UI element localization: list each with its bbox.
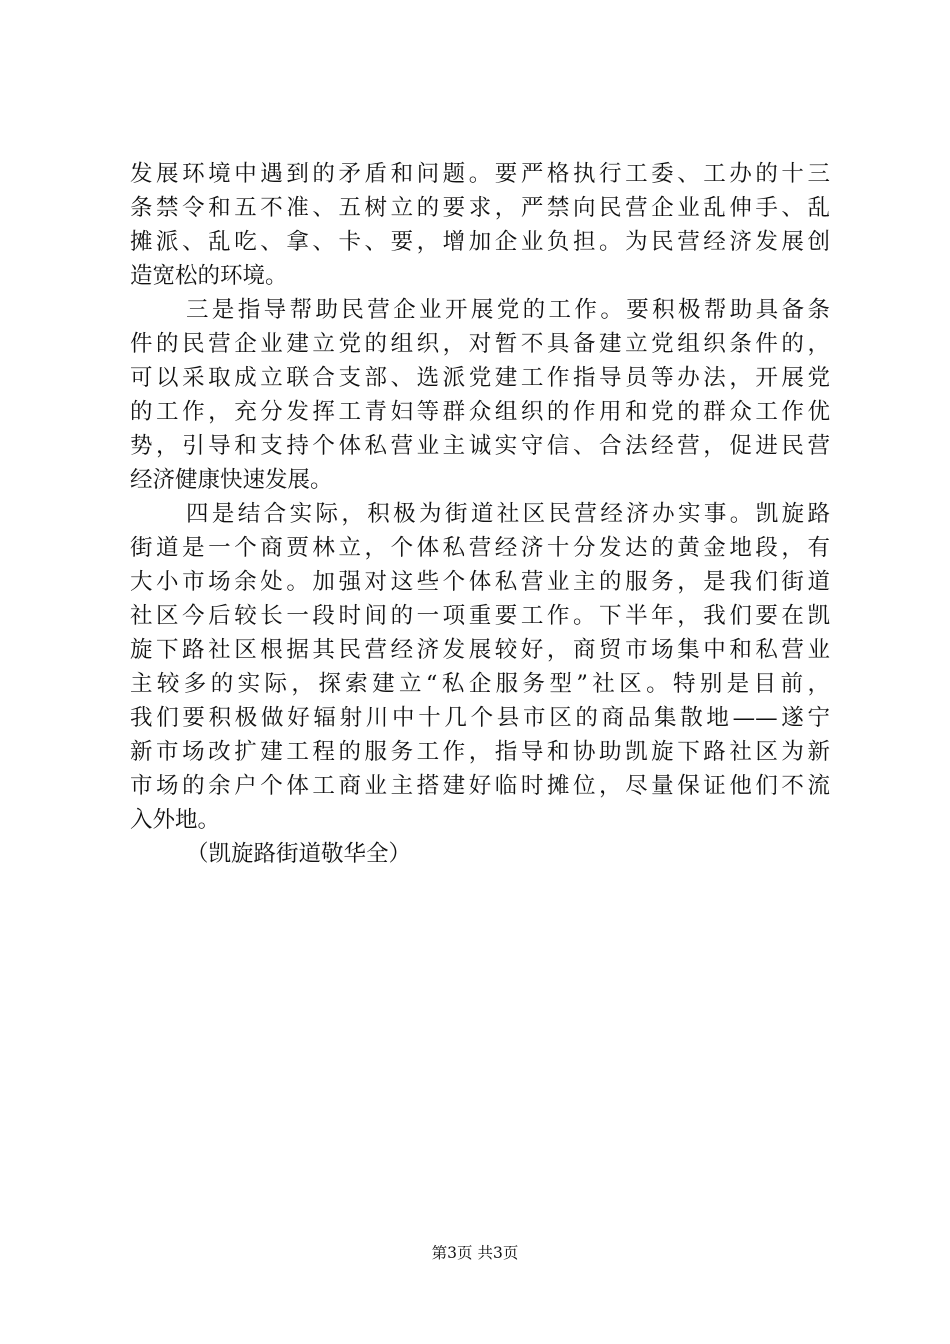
text-line: 社区今后较长一段时间的一项重要工作。下半年，我们要在凯 (130, 603, 830, 629)
author-signature: （凯旋路街道敬华全） (186, 841, 412, 867)
text-line: 四是结合实际，积极为街道社区民营经济办实事。凯旋路 (186, 501, 830, 527)
text-line: 摊派、乱吃、拿、卡、要，增加企业负担。为民营经济发展创 (130, 229, 830, 255)
text-line: 街道是一个商贾林立，个体私营经济十分发达的黄金地段，有 (130, 535, 830, 561)
paragraph-3 (130, 497, 830, 837)
text-line: 发展环境中遇到的矛盾和问题。要严格执行工委、工办的十三 (130, 161, 830, 187)
text-line: 新市场改扩建工程的服务工作，指导和协助凯旋下路社区为新 (130, 739, 830, 765)
paragraph-signature (130, 837, 830, 871)
text-line: 入外地。 (130, 807, 221, 833)
page-footer (0, 1242, 950, 1264)
text-line: 可以采取成立联合支部、选派党建工作指导员等办法，开展党 (130, 365, 830, 391)
text-line: 市场的余户个体工商业主搭建好临时摊位，尽量保证他们不流 (130, 773, 830, 799)
text-line: 造宽松的环境。 (130, 263, 288, 289)
document-body (130, 157, 830, 871)
text-line: 三是指导帮助民营企业开展党的工作。要积极帮助具备条 (186, 297, 830, 323)
page-number: 第3页 共3页 (431, 1244, 519, 1262)
text-line: 大小市场余处。加强对这些个体私营业主的服务，是我们街道 (130, 569, 830, 595)
text-line: 我们要积极做好辐射川中十几个县市区的商品集散地——遂宁 (130, 705, 830, 731)
paragraph-2 (130, 293, 830, 497)
text-line: 经济健康快速发展。 (130, 467, 333, 493)
text-line: 主较多的实际，探索建立“私企服务型”社区。特别是目前， (130, 671, 830, 697)
text-line: 旋下路社区根据其民营经济发展较好，商贸市场集中和私营业 (130, 637, 830, 663)
text-line: 的工作，充分发挥工青妇等群众组织的作用和党的群众工作优 (130, 399, 830, 425)
text-line: 件的民营企业建立党的组织，对暂不具备建立党组织条件的， (130, 331, 830, 357)
text-line: 势，引导和支持个体私营业主诚实守信、合法经营，促进民营 (130, 433, 830, 459)
paragraph-1 (130, 157, 830, 293)
text-line: 条禁令和五不准、五树立的要求，严禁向民营企业乱伸手、乱 (130, 195, 830, 221)
